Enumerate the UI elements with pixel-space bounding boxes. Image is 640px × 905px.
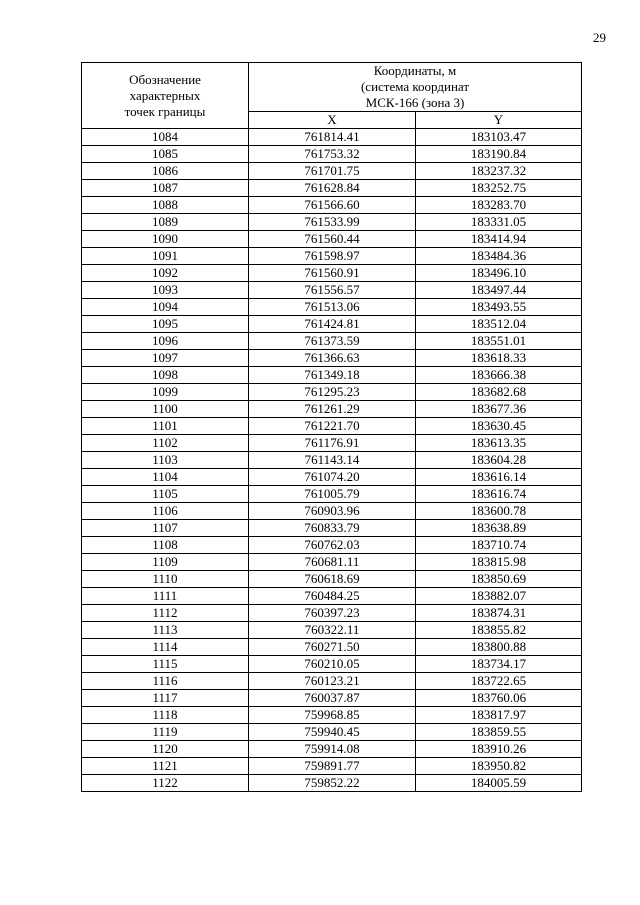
table-row bbox=[82, 622, 582, 639]
point-id-cell: 1091 bbox=[82, 248, 249, 265]
table-row bbox=[82, 707, 582, 724]
table-row bbox=[82, 282, 582, 299]
table-row bbox=[82, 401, 582, 418]
point-id-cell: 1101 bbox=[82, 418, 249, 435]
header-point-line: Обозначение bbox=[129, 71, 201, 87]
point-id-cell: 1090 bbox=[82, 231, 249, 248]
x-coordinate-cell: 760037.87 bbox=[249, 690, 416, 707]
table-row bbox=[82, 656, 582, 673]
point-id-cell: 1095 bbox=[82, 316, 249, 333]
point-id-cell: 1093 bbox=[82, 282, 249, 299]
table-row bbox=[82, 605, 582, 622]
y-coordinate-cell: 183616.74 bbox=[416, 486, 582, 503]
y-coordinate-cell: 183850.69 bbox=[416, 571, 582, 588]
table-row bbox=[82, 180, 582, 197]
y-coordinate-cell: 183677.36 bbox=[416, 401, 582, 418]
table-row bbox=[82, 129, 582, 146]
y-coordinate-cell: 183855.82 bbox=[416, 622, 582, 639]
x-coordinate-cell: 761373.59 bbox=[249, 333, 416, 350]
y-coordinate-cell: 183817.97 bbox=[416, 707, 582, 724]
point-id-cell: 1110 bbox=[82, 571, 249, 588]
page-number: 29 bbox=[593, 30, 606, 45]
x-coordinate-cell: 761176.91 bbox=[249, 435, 416, 452]
table-row bbox=[82, 367, 582, 384]
y-coordinate-cell: 183484.36 bbox=[416, 248, 582, 265]
point-id-cell: 1120 bbox=[82, 741, 249, 758]
point-id-cell: 1106 bbox=[82, 503, 249, 520]
point-id-cell: 1107 bbox=[82, 520, 249, 537]
table-row bbox=[82, 520, 582, 537]
table-row bbox=[82, 231, 582, 248]
point-id-cell: 1089 bbox=[82, 214, 249, 231]
point-id-cell: 1087 bbox=[82, 180, 249, 197]
point-id-cell: 1084 bbox=[82, 129, 249, 146]
x-coordinate-cell: 761560.91 bbox=[249, 265, 416, 282]
table-row bbox=[82, 146, 582, 163]
table-row bbox=[82, 486, 582, 503]
point-id-cell: 1098 bbox=[82, 367, 249, 384]
x-coordinate-cell: 761566.60 bbox=[249, 197, 416, 214]
header-y: Y bbox=[416, 112, 582, 129]
x-coordinate-cell: 761513.06 bbox=[249, 299, 416, 316]
point-id-cell: 1104 bbox=[82, 469, 249, 486]
x-coordinate-cell: 760833.79 bbox=[249, 520, 416, 537]
point-id-cell: 1114 bbox=[82, 639, 249, 656]
point-id-cell: 1102 bbox=[82, 435, 249, 452]
y-coordinate-cell: 183882.07 bbox=[416, 588, 582, 605]
point-id-cell: 1113 bbox=[82, 622, 249, 639]
table-row bbox=[82, 690, 582, 707]
table-header-row bbox=[82, 63, 582, 112]
table-row bbox=[82, 197, 582, 214]
x-coordinate-cell: 761814.41 bbox=[249, 129, 416, 146]
point-id-cell: 1097 bbox=[82, 350, 249, 367]
x-coordinate-cell: 760762.03 bbox=[249, 537, 416, 554]
x-coordinate-cell: 760397.23 bbox=[249, 605, 416, 622]
y-coordinate-cell: 183496.10 bbox=[416, 265, 582, 282]
table-row bbox=[82, 214, 582, 231]
table-row bbox=[82, 758, 582, 775]
x-coordinate-cell: 761074.20 bbox=[249, 469, 416, 486]
y-coordinate-cell: 183722.65 bbox=[416, 673, 582, 690]
header-coordinates bbox=[249, 63, 582, 112]
x-coordinate-cell: 760123.21 bbox=[249, 673, 416, 690]
y-coordinate-cell: 183551.01 bbox=[416, 333, 582, 350]
x-coordinate-cell: 761533.99 bbox=[249, 214, 416, 231]
point-id-cell: 1111 bbox=[82, 588, 249, 605]
x-coordinate-cell: 761295.23 bbox=[249, 384, 416, 401]
table-row bbox=[82, 639, 582, 656]
table-row bbox=[82, 503, 582, 520]
table-row bbox=[82, 316, 582, 333]
x-coordinate-cell: 761221.70 bbox=[249, 418, 416, 435]
table-row bbox=[82, 333, 582, 350]
point-id-cell: 1121 bbox=[82, 758, 249, 775]
table-row bbox=[82, 588, 582, 605]
point-id-cell: 1105 bbox=[82, 486, 249, 503]
x-coordinate-cell: 761424.81 bbox=[249, 316, 416, 333]
point-id-cell: 1103 bbox=[82, 452, 249, 469]
table-row bbox=[82, 163, 582, 180]
x-coordinate-cell: 759968.85 bbox=[249, 707, 416, 724]
x-coordinate-cell: 760618.69 bbox=[249, 571, 416, 588]
point-id-cell: 1115 bbox=[82, 656, 249, 673]
table-row bbox=[82, 724, 582, 741]
y-coordinate-cell: 183237.32 bbox=[416, 163, 582, 180]
header-x: X bbox=[249, 112, 416, 129]
y-coordinate-cell: 183283.70 bbox=[416, 197, 582, 214]
y-coordinate-cell: 183734.17 bbox=[416, 656, 582, 673]
x-coordinate-cell: 761753.32 bbox=[249, 146, 416, 163]
y-coordinate-cell: 183497.44 bbox=[416, 282, 582, 299]
y-coordinate-cell: 183666.38 bbox=[416, 367, 582, 384]
y-coordinate-cell: 183618.33 bbox=[416, 350, 582, 367]
table-row bbox=[82, 537, 582, 554]
point-id-cell: 1086 bbox=[82, 163, 249, 180]
y-coordinate-cell: 183950.82 bbox=[416, 758, 582, 775]
y-coordinate-cell: 183616.14 bbox=[416, 469, 582, 486]
x-coordinate-cell: 761143.14 bbox=[249, 452, 416, 469]
point-id-cell: 1112 bbox=[82, 605, 249, 622]
x-coordinate-cell: 761598.97 bbox=[249, 248, 416, 265]
table-row bbox=[82, 469, 582, 486]
y-coordinate-cell: 183682.68 bbox=[416, 384, 582, 401]
y-coordinate-cell: 183190.84 bbox=[416, 146, 582, 163]
point-id-cell: 1109 bbox=[82, 554, 249, 571]
point-id-cell: 1085 bbox=[82, 146, 249, 163]
y-coordinate-cell: 183414.94 bbox=[416, 231, 582, 248]
y-coordinate-cell: 183252.75 bbox=[416, 180, 582, 197]
y-coordinate-cell: 183600.78 bbox=[416, 503, 582, 520]
y-coordinate-cell: 183910.26 bbox=[416, 741, 582, 758]
table-row bbox=[82, 350, 582, 367]
point-id-cell: 1117 bbox=[82, 690, 249, 707]
x-coordinate-cell: 760210.05 bbox=[249, 656, 416, 673]
x-coordinate-cell: 761560.44 bbox=[249, 231, 416, 248]
x-coordinate-cell: 761556.57 bbox=[249, 282, 416, 299]
point-id-cell: 1108 bbox=[82, 537, 249, 554]
x-coordinate-cell: 759914.08 bbox=[249, 741, 416, 758]
header-point-line: характерных bbox=[129, 87, 201, 103]
table-row bbox=[82, 775, 582, 792]
table-body bbox=[82, 129, 582, 792]
x-coordinate-cell: 761701.75 bbox=[249, 163, 416, 180]
table-row bbox=[82, 741, 582, 758]
x-coordinate-cell: 761005.79 bbox=[249, 486, 416, 503]
x-coordinate-cell: 761261.29 bbox=[249, 401, 416, 418]
x-coordinate-cell: 759940.45 bbox=[249, 724, 416, 741]
point-id-cell: 1096 bbox=[82, 333, 249, 350]
x-coordinate-cell: 759852.22 bbox=[249, 775, 416, 792]
point-id-cell: 1092 bbox=[82, 265, 249, 282]
y-coordinate-cell: 183815.98 bbox=[416, 554, 582, 571]
point-id-cell: 1088 bbox=[82, 197, 249, 214]
table-row bbox=[82, 384, 582, 401]
table-row bbox=[82, 435, 582, 452]
x-coordinate-cell: 760271.50 bbox=[249, 639, 416, 656]
y-coordinate-cell: 183874.31 bbox=[416, 605, 582, 622]
table-row bbox=[82, 248, 582, 265]
y-coordinate-cell: 183493.55 bbox=[416, 299, 582, 316]
y-coordinate-cell: 183760.06 bbox=[416, 690, 582, 707]
table-row bbox=[82, 571, 582, 588]
x-coordinate-cell: 761366.63 bbox=[249, 350, 416, 367]
point-id-cell: 1099 bbox=[82, 384, 249, 401]
x-coordinate-cell: 760484.25 bbox=[249, 588, 416, 605]
y-coordinate-cell: 183800.88 bbox=[416, 639, 582, 656]
header-point-line: точек границы bbox=[124, 103, 206, 119]
point-id-cell: 1118 bbox=[82, 707, 249, 724]
y-coordinate-cell: 183613.35 bbox=[416, 435, 582, 452]
header-coords-line: МСК-166 (зона 3) bbox=[365, 95, 465, 110]
y-coordinate-cell: 183604.28 bbox=[416, 452, 582, 469]
y-coordinate-cell: 183103.47 bbox=[416, 129, 582, 146]
point-id-cell: 1100 bbox=[82, 401, 249, 418]
y-coordinate-cell: 183331.05 bbox=[416, 214, 582, 231]
table-row bbox=[82, 418, 582, 435]
y-coordinate-cell: 183512.04 bbox=[416, 316, 582, 333]
x-coordinate-cell: 761628.84 bbox=[249, 180, 416, 197]
y-coordinate-cell: 183630.45 bbox=[416, 418, 582, 435]
x-coordinate-cell: 760903.96 bbox=[249, 503, 416, 520]
point-id-cell: 1119 bbox=[82, 724, 249, 741]
x-coordinate-cell: 760681.11 bbox=[249, 554, 416, 571]
y-coordinate-cell: 183859.55 bbox=[416, 724, 582, 741]
table-row bbox=[82, 299, 582, 316]
x-coordinate-cell: 759891.77 bbox=[249, 758, 416, 775]
table-row bbox=[82, 554, 582, 571]
coordinates-table bbox=[81, 62, 582, 792]
y-coordinate-cell: 184005.59 bbox=[416, 775, 582, 792]
header-point-designation bbox=[82, 63, 249, 129]
header-coords-line: (система координат bbox=[360, 79, 470, 94]
table-row bbox=[82, 452, 582, 469]
table-row bbox=[82, 265, 582, 282]
point-id-cell: 1122 bbox=[82, 775, 249, 792]
table-row bbox=[82, 673, 582, 690]
point-id-cell: 1116 bbox=[82, 673, 249, 690]
header-coords-line: Координаты, м bbox=[373, 63, 457, 78]
y-coordinate-cell: 183638.89 bbox=[416, 520, 582, 537]
x-coordinate-cell: 761349.18 bbox=[249, 367, 416, 384]
point-id-cell: 1094 bbox=[82, 299, 249, 316]
x-coordinate-cell: 760322.11 bbox=[249, 622, 416, 639]
y-coordinate-cell: 183710.74 bbox=[416, 537, 582, 554]
